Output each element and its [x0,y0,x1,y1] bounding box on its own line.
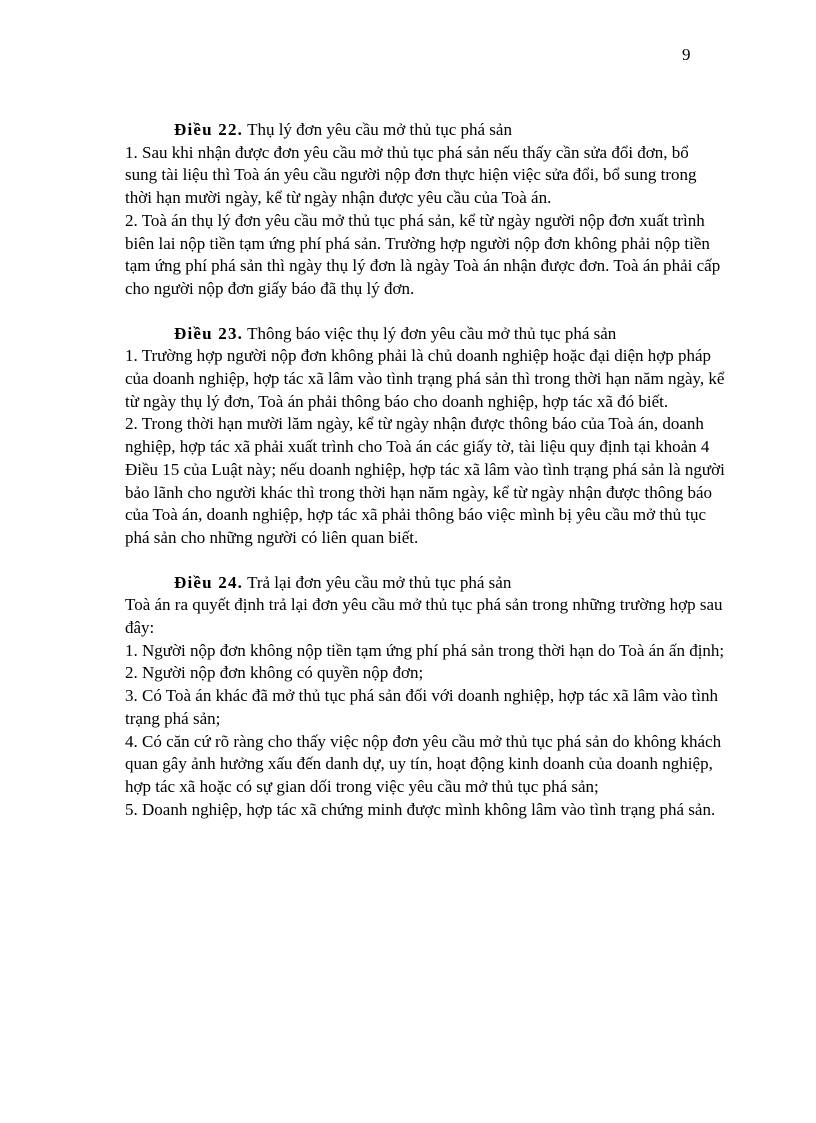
article-23 [125,323,725,550]
article-paragraph: 2. Toà án thụ lý đơn yêu cầu mở thủ tục phá sản, kể từ ngày người nộp đơn xuất trình biên lai nộp tiền tạm ứng phí phá sản. Trường hợp người nộp đơn không phải nộp tiền tạm ứng phí phá sản thì ngày thụ lý đơn là ngày Toà án nhận được đơn. Toà án phải cấp cho người nộp đơn giấy báo đã thụ lý đơn. [125,210,721,298]
article-number: Điều 23. [174,323,244,343]
article-title: Thông báo việc thụ lý đơn yêu cầu mở thủ tục phá sản [247,323,617,343]
article-heading [125,119,725,142]
document-body [125,119,725,843]
article-paragraph: 1. Sau khi nhận được đơn yêu cầu mở thủ tục phá sản nếu thấy cần sửa đổi đơn, bổ sung tài liệu thì Toà án yêu cầu người nộp đơn thực hiện việc sửa đổi, bổ sung trong thời hạn mười ngày, kể từ ngày nhận được yêu cầu của Toà án. [125,142,697,208]
article-number: Điều 22. [174,120,244,139]
page-number: 9 [682,45,691,64]
article-paragraph: 5. Doanh nghiệp, hợp tác xã chứng minh được mình không lâm vào tình trạng phá sản. [125,799,716,819]
article-heading [125,572,725,595]
article-paragraph: 4. Có căn cứ rõ ràng cho thấy việc nộp đơn yêu cầu mở thủ tục phá sản do không khách quan gây ảnh hưởng xấu đến danh dự, uy tín, hoạt động kinh doanh của doanh nghiệp, hợp tác xã hoặc có sự gian dối trong việc yêu cầu mở thủ tục phá sản; [125,731,722,796]
article-title: Thụ lý đơn yêu cầu mở thủ tục phá sản [247,120,512,139]
article-paragraph: 1. Trường hợp người nộp đơn không phải là chủ doanh nghiệp hoặc đại diện hợp pháp của doanh nghiệp, hợp tác xã lâm vào tình trạng phá sản thì trong thời hạn năm ngày, kể từ ngày thụ lý đơn, Toà án phải thông báo cho doanh nghiệp, hợp tác xã đó biết. [125,346,725,411]
article-paragraph: Toà án ra quyết định trả lại đơn yêu cầu mở thủ tục phá sản trong những trường hợp sau đây: [125,595,723,638]
article-22 [125,119,725,301]
article-number: Điều 24. [174,572,244,592]
article-paragraph: 3. Có Toà án khác đã mở thủ tục phá sản đối với doanh nghiệp, hợp tác xã lâm vào tình trạng phá sản; [125,686,718,728]
article-title: Trả lại đơn yêu cầu mở thủ tục phá sản [247,572,512,592]
article-paragraph: 2. Người nộp đơn không có quyền nộp đơn; [125,663,424,683]
article-24 [125,572,725,822]
article-heading [125,323,725,346]
article-paragraph: 2. Trong thời hạn mười lăm ngày, kể từ ngày nhận được thông báo của Toà án, doanh nghiệp, hợp tác xã phải xuất trình cho Toà án các giấy tờ, tài liệu quy định tại khoản 4 Điều 15 của Luật này; nếu doanh nghiệp, hợp tác xã lâm vào tình trạng phá sản là người bảo lãnh cho người khác thì trong thời hạn năm ngày, kể từ ngày nhận được thông báo của Toà án, doanh nghiệp, hợp tác xã phải thông báo việc mình bị yêu cầu mở thủ tục phá sản cho những người có liên quan biết. [125,414,725,547]
article-paragraph: 1. Người nộp đơn không nộp tiền tạm ứng phí phá sản trong thời hạn do Toà án ấn định; [125,640,725,660]
